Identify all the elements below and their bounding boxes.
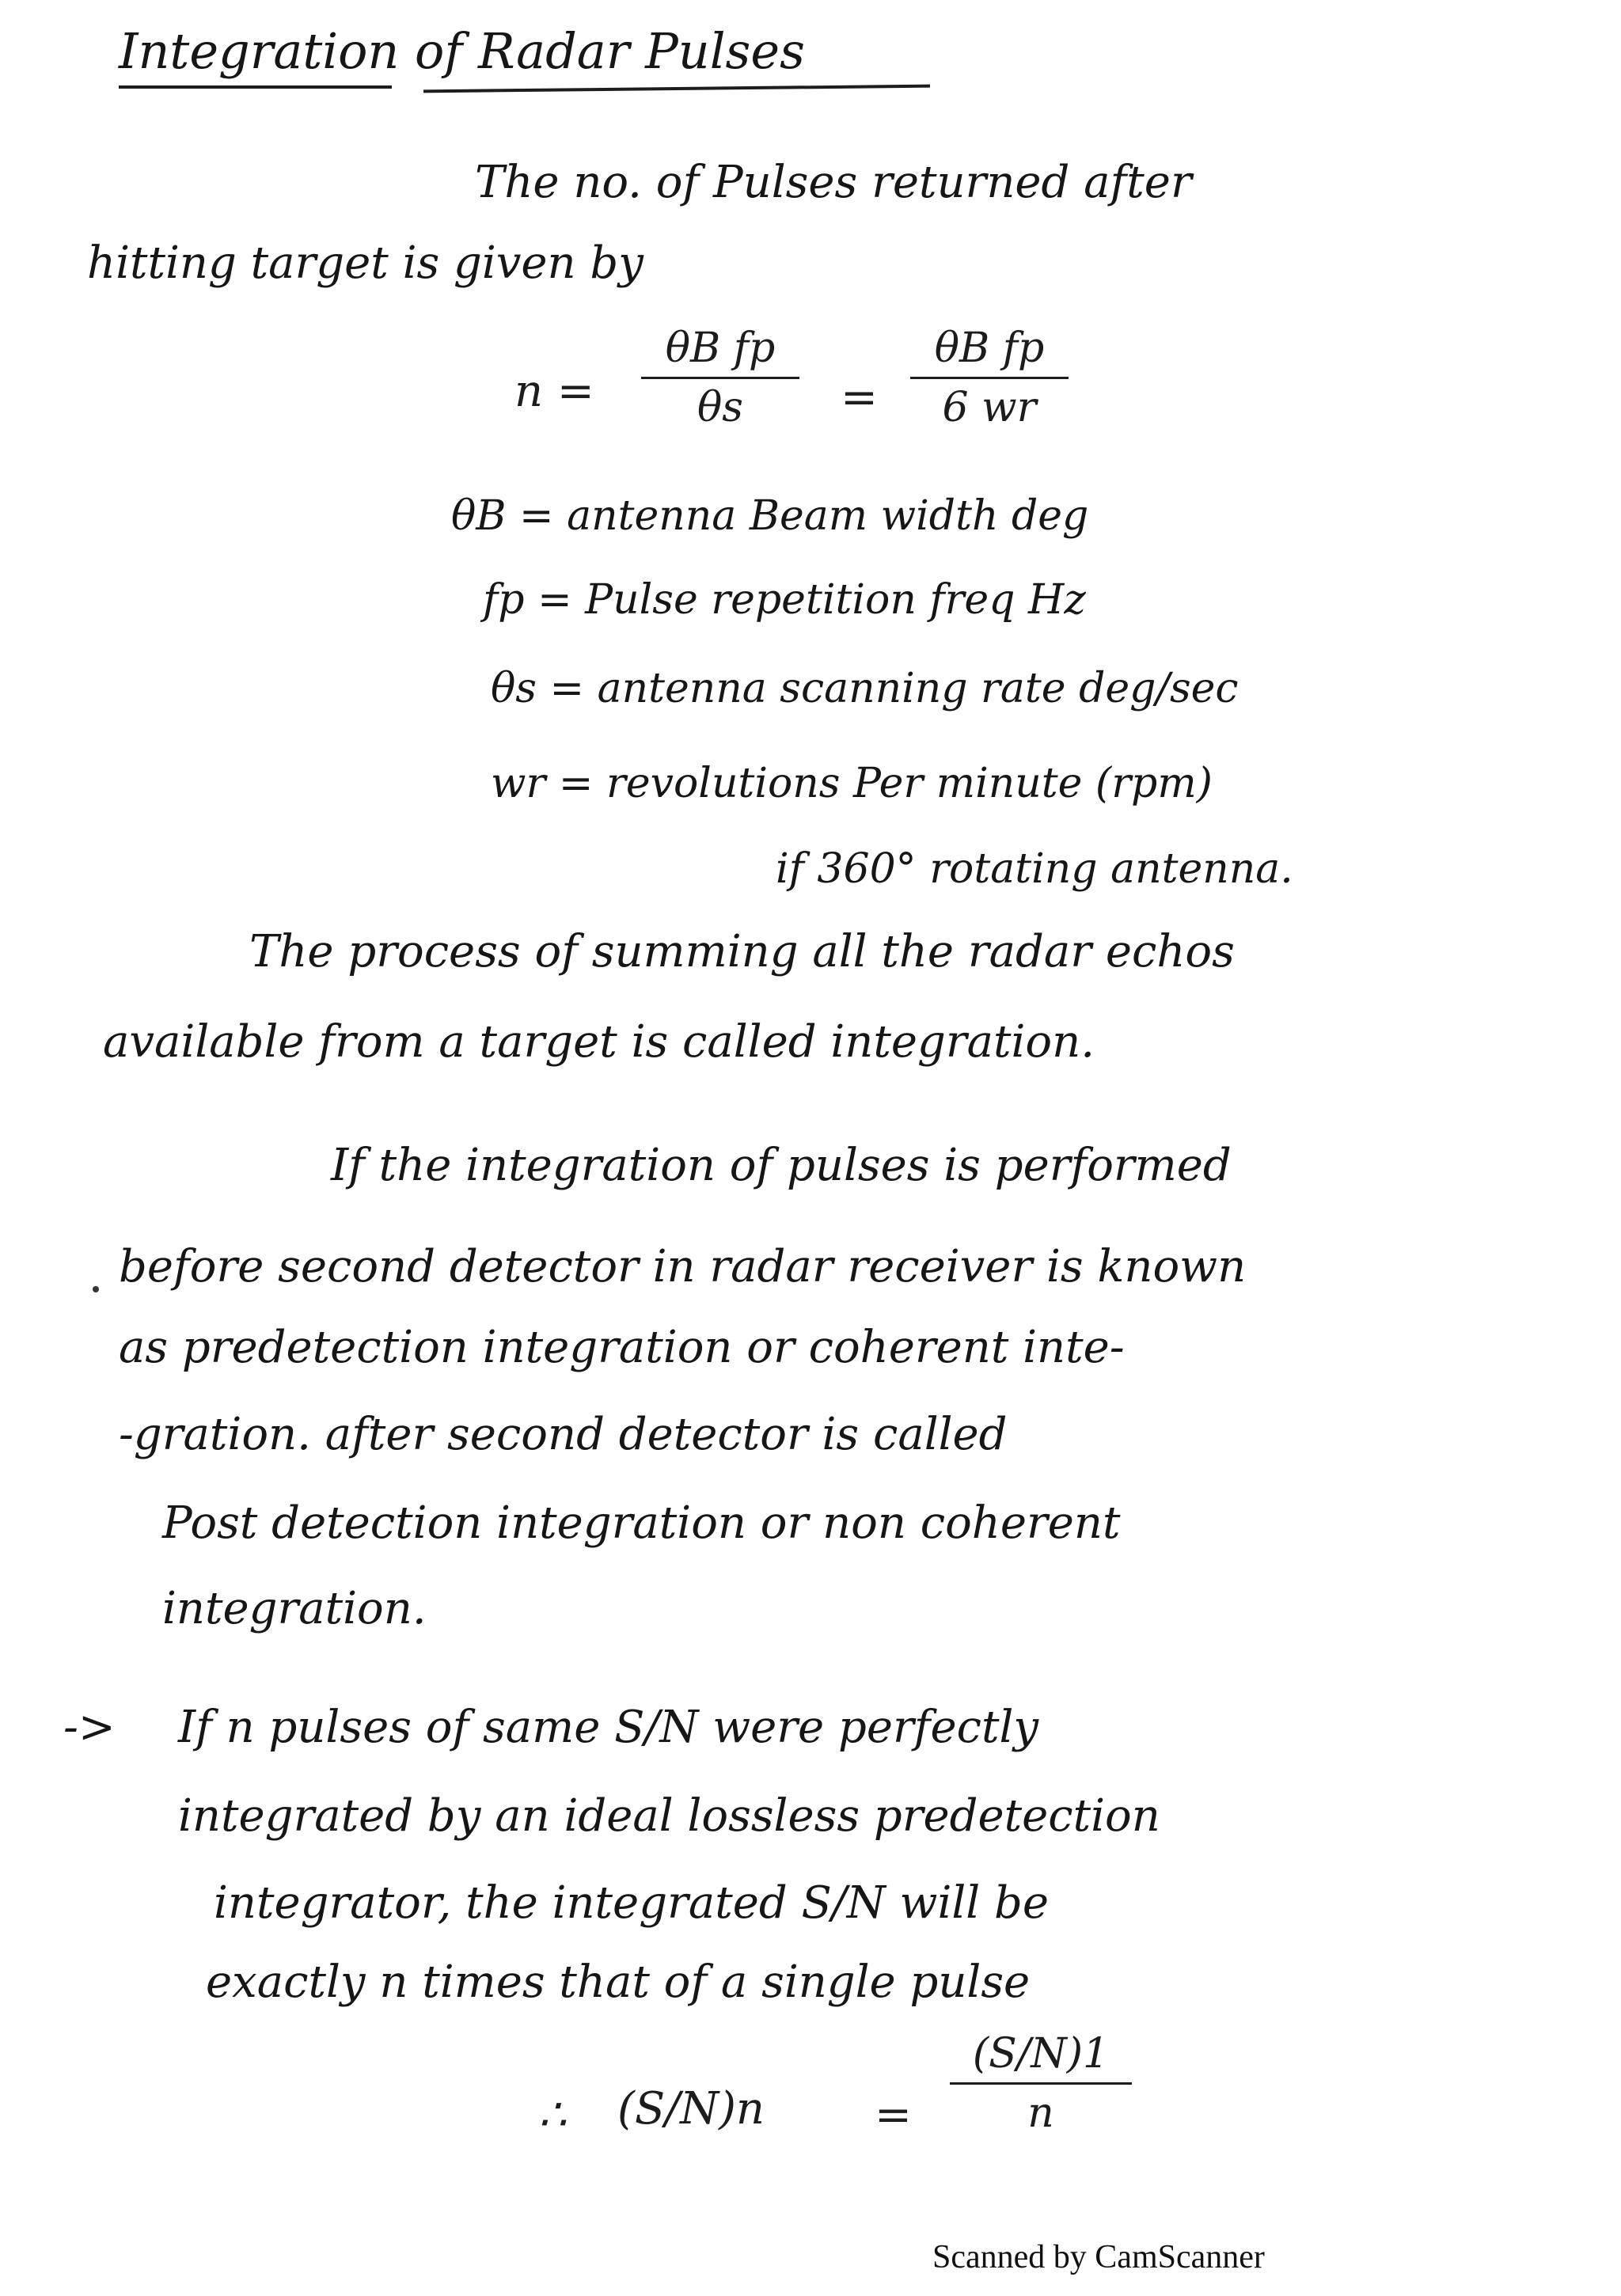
para1-line-2: available from a target is called integration. — [103, 1016, 1095, 1068]
definition-fp: fp = Pulse repetition freq Hz — [483, 576, 1086, 624]
para2-line-2: before second detector in radar receiver is known — [119, 1241, 1247, 1292]
formula-n-numerator-2: θB fp — [934, 324, 1045, 372]
formula-n-denominator-1: θs — [697, 384, 743, 431]
para1-line-1: The process of summing all the radar echos — [249, 926, 1235, 977]
para3-line-1: If n pulses of same S/N were perfectly — [178, 1702, 1039, 1753]
formula-n-lhs: n = — [514, 366, 594, 417]
title-underline — [423, 85, 930, 93]
bullet-dot — [93, 1286, 99, 1292]
definition-theta-b: θB = antenna Beam width deg — [451, 492, 1089, 540]
formula-sn-denominator: n — [1027, 2089, 1054, 2137]
formula-n-denominator-2: 6 wr — [942, 384, 1037, 431]
fraction-bar — [910, 377, 1069, 379]
para3-line-2: integrated by an ideal lossless predetection — [178, 1790, 1160, 1842]
title-underline — [119, 85, 392, 89]
para3-line-3: integrator, the integrated S/N will be — [214, 1877, 1049, 1929]
para2-line-5: Post detection integration or non coherent — [162, 1497, 1121, 1549]
formula-sn-numerator: (S/N)1 — [972, 2030, 1110, 2078]
page-title: Integration of Radar Pulses — [119, 22, 805, 80]
arrow-icon: -> — [63, 1702, 116, 1753]
para3-line-4: exactly n times that of a single pulse — [206, 1956, 1031, 2008]
scanner-watermark: Scanned by CamScanner — [932, 2239, 1265, 2275]
formula-n-fraction-1 — [641, 324, 799, 431]
para2-line-3: as predetection integration or coherent inte- — [119, 1322, 1125, 1373]
para2-line-4: -gration. after second detector is called — [119, 1409, 1008, 1460]
intro-line-1: The no. of Pulses returned after — [475, 157, 1192, 208]
definition-wr: wr = revolutions Per minute (rpm) — [491, 760, 1213, 807]
fraction-bar — [950, 2082, 1132, 2085]
formula-n-numerator-1: θB fp — [665, 324, 776, 372]
para2-line-1: If the integration of pulses is performed — [331, 1140, 1232, 1191]
formula-n-equals: = — [841, 372, 878, 423]
fraction-bar — [641, 377, 799, 379]
para2-line-6: integration. — [162, 1583, 427, 1634]
formula-n-fraction-2 — [910, 324, 1069, 431]
definition-rotating-antenna: if 360° rotating antenna. — [776, 845, 1293, 893]
formula-sn-equals: = — [875, 2089, 912, 2141]
therefore-symbol: ∴ — [538, 2089, 567, 2141]
formula-sn-lhs: (S/N)n — [617, 2083, 765, 2135]
formula-sn-fraction — [950, 2030, 1132, 2137]
intro-line-2: hitting target is given by — [87, 237, 643, 289]
definition-theta-s: θs = antenna scanning rate deg/sec — [491, 665, 1239, 712]
